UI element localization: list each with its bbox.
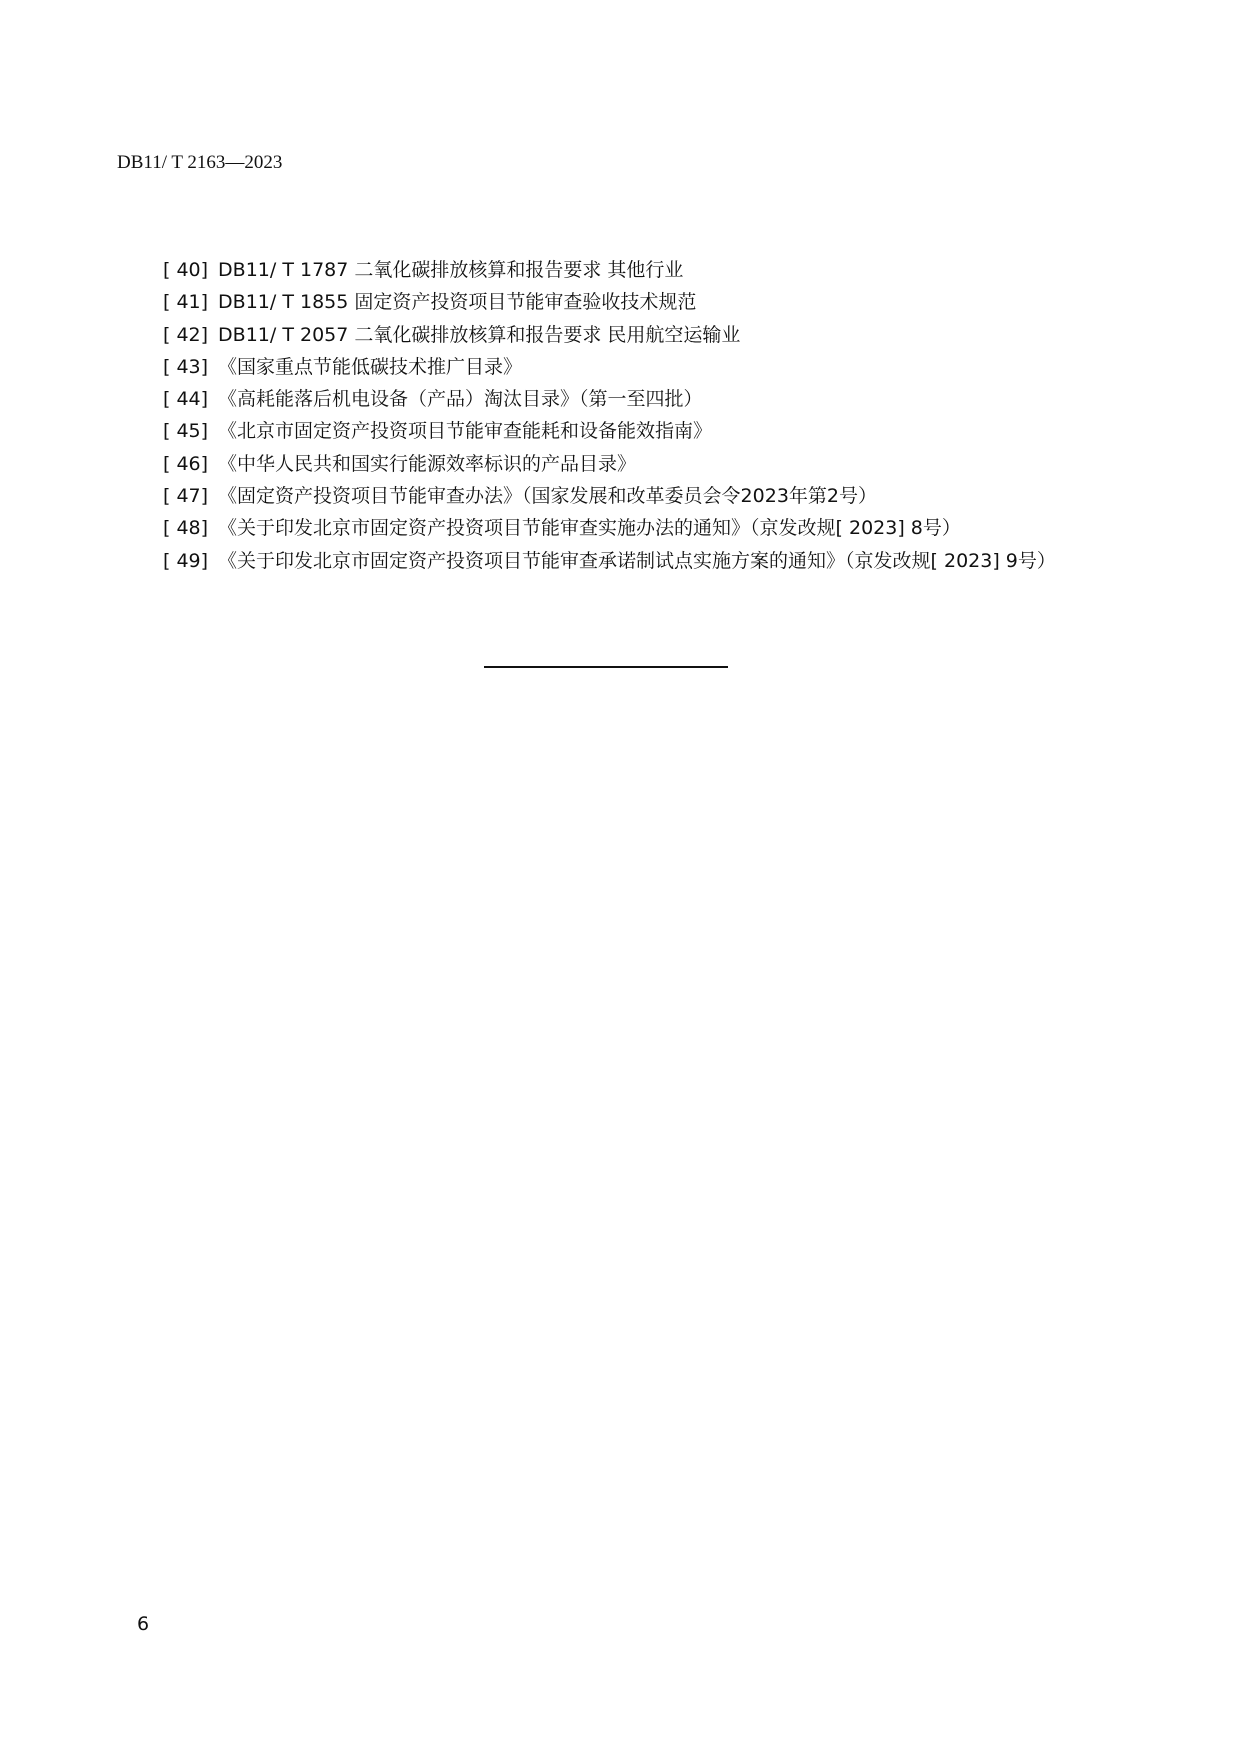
reference-number: [ 44] <box>163 388 209 411</box>
reference-text: 《北京市固定资产投资项目节能审查能耗和设备能效指南》 <box>218 420 713 443</box>
reference-number: [ 46] <box>163 452 209 475</box>
reference-text: 《关于印发北京市固定资产投资项目节能审查实施办法的通知》（京发改规[ 2023] 8号） <box>218 517 961 540</box>
reference-text: 《固定资产投资项目节能审查办法》（国家发展和改革委员会令2023年第2号） <box>218 485 877 508</box>
reference-item <box>117 480 1107 512</box>
document-code: DB11/ T 2163—2023 <box>117 152 283 173</box>
reference-item <box>117 286 1107 318</box>
reference-number: [ 42] <box>163 323 209 346</box>
reference-number: [ 49] <box>163 549 209 572</box>
reference-item <box>117 383 1107 415</box>
reference-number: [ 40] <box>163 259 209 281</box>
reference-item <box>117 545 1107 577</box>
reference-text: DB11/ T 2057 二氧化碳排放核算和报告要求 民用航空运输业 <box>218 323 741 346</box>
reference-item <box>117 254 1107 286</box>
reference-item <box>117 319 1107 351</box>
reference-text: 《中华人民共和国实行能源效率标识的产品目录》 <box>218 452 637 475</box>
reference-number: [ 48] <box>163 517 209 540</box>
reference-text: DB11/ T 1855 固定资产投资项目节能审查验收技术规范 <box>218 291 697 314</box>
reference-item <box>117 448 1107 480</box>
reference-number: [ 47] <box>163 485 209 508</box>
reference-text: 《关于印发北京市固定资产投资项目节能审查承诺制试点实施方案的通知》（京发改规[ 2023] 9号） <box>218 549 1056 572</box>
reference-item <box>117 351 1107 383</box>
reference-list <box>117 254 1107 577</box>
reference-text: DB11/ T 1787 二氧化碳排放核算和报告要求 其他行业 <box>218 259 684 281</box>
reference-text: 《高耗能落后机电设备（产品）淘汰目录》（第一至四批） <box>218 388 703 411</box>
reference-item <box>117 415 1107 447</box>
reference-number: [ 45] <box>163 420 209 443</box>
reference-number: [ 41] <box>163 291 209 314</box>
reference-text: 《国家重点节能低碳技术推广目录》 <box>218 355 523 378</box>
page-number: 6 <box>137 1613 150 1635</box>
end-of-document-rule <box>484 666 728 668</box>
reference-number: [ 43] <box>163 355 209 378</box>
reference-item <box>117 512 1107 544</box>
